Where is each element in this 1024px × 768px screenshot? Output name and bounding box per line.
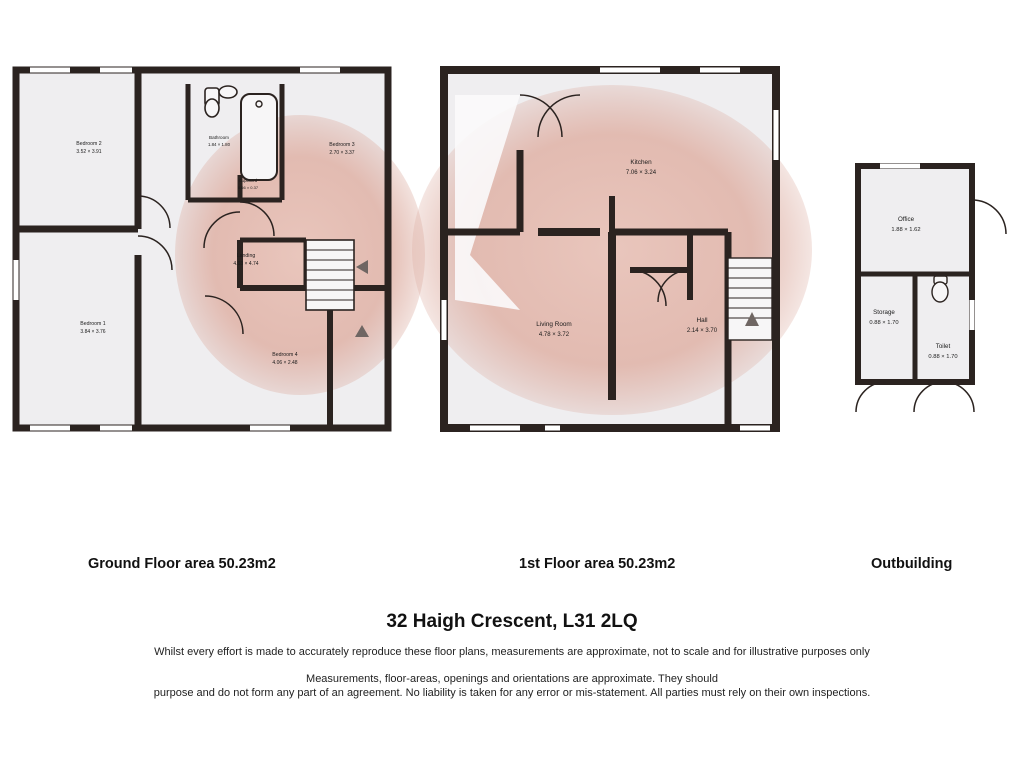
room-dims-living-room: 4.78 × 3.72 <box>538 332 570 338</box>
room-dims-hall: 2.14 × 3.70 <box>686 328 718 334</box>
room-dims-bedroom-4: 4.06 × 2.48 <box>272 360 298 366</box>
room-dims-bedroom-2: 3.52 × 3.91 <box>76 149 102 155</box>
room-label-landing: Landing <box>236 253 256 259</box>
room-dims-cupboard: 0.66 × 0.37 <box>237 185 259 190</box>
room-label-bedroom-4: Bedroom 4 <box>272 352 298 358</box>
property-address: 32 Haigh Crescent, L31 2LQ <box>386 611 638 632</box>
basin-fixture <box>219 86 237 98</box>
plan-ground-floor <box>16 70 425 428</box>
room-label-cupboard: Cupboard <box>238 178 258 183</box>
room-dims-landing: 4.03 × 4.74 <box>233 261 259 267</box>
wc-fixture <box>205 88 219 117</box>
toilet-fixture <box>932 276 948 302</box>
bathtub-fixture <box>241 94 277 180</box>
room-dims-bathroom: 1.84 × 1.80 <box>207 142 231 147</box>
caption-outbuilding: Outbuilding <box>871 556 953 572</box>
room-label-toilet: Toilet <box>935 343 951 350</box>
room-label-living-room: Living Room <box>536 321 572 328</box>
room-dims-kitchen: 7.06 × 3.24 <box>625 170 657 176</box>
room-dims-bedroom-3: 2.70 × 3.37 <box>329 150 355 156</box>
room-dims-office: 1.88 × 1.62 <box>891 227 921 233</box>
staircase-first <box>728 258 772 340</box>
room-label-bedroom-3: Bedroom 3 <box>329 142 355 148</box>
room-label-office: Office <box>897 216 915 223</box>
room-label-storage: Storage <box>873 309 895 316</box>
plan-outbuilding <box>856 166 1006 412</box>
plan-first-floor <box>412 70 812 428</box>
room-label-hall: Hall <box>696 317 708 324</box>
room-label-bathroom: Bathroom <box>209 135 229 140</box>
caption-ground-floor: Ground Floor area 50.23m2 <box>88 556 276 572</box>
caption-first-floor: 1st Floor area 50.23m2 <box>519 556 676 572</box>
room-dims-storage: 0.88 × 1.70 <box>869 320 899 326</box>
room-dims-bedroom-1: 3.84 × 3.76 <box>80 329 106 335</box>
room-label-kitchen: Kitchen <box>630 159 652 166</box>
disclaimer-line-2: Measurements, floor-areas, openings and orientations are approximate. They should <box>306 673 718 685</box>
room-dims-toilet: 0.88 × 1.70 <box>928 354 958 360</box>
plan-captions <box>0 556 1024 584</box>
room-label-bedroom-2: Bedroom 2 <box>76 141 102 147</box>
disclaimer-line-1: Whilst every effort is made to accurately reproduce these floor plans, measurements are approximate, not to scale and for illustrative purposes only <box>154 646 870 658</box>
disclaimer-line-3: purpose and do not form any part of an agreement. No liability is taken for any error or mis-statement. All parties must rely on their own inspections. <box>153 687 871 699</box>
room-label-bedroom-1: Bedroom 1 <box>80 321 106 327</box>
